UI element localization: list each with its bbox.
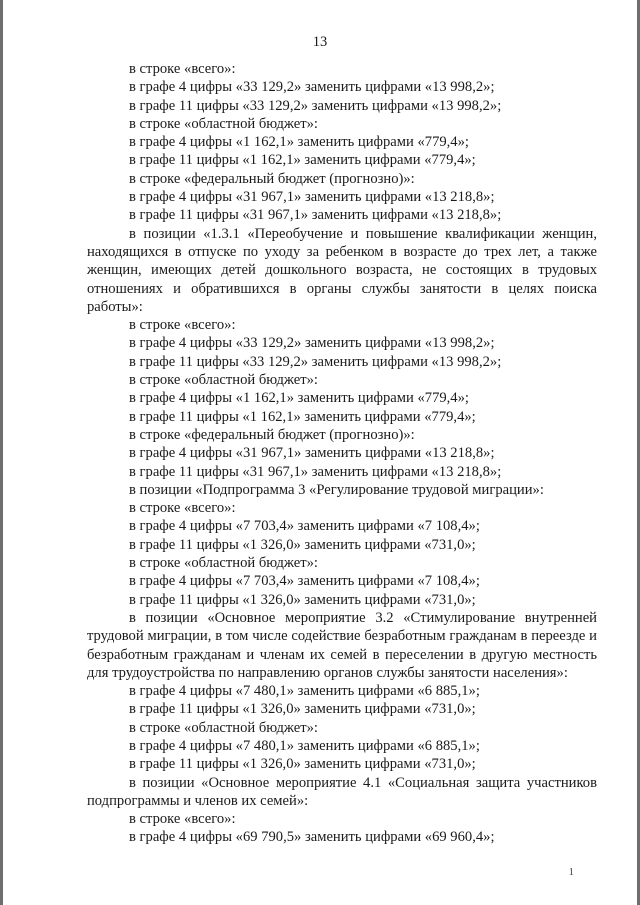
text-line: в графе 4 цифры «31 967,1» заменить цифрами «13 218,8»; [129,445,495,462]
page-number: 13 [312,34,328,50]
text-paragraph: в позиции «Основное мероприятие 3.2 «Стимулирование внутренней трудовой миграции, в том числе содействие безработным гражданам в переезде и безработным гражданам и членам их семей в переселении в другую местность для трудоустройства по направлению органов службы занятости населения»: [87,609,597,681]
text-line: в позиции «Подпрограмма 3 «Регулирование трудовой миграции»: [129,481,544,498]
text-line: в графе 11 цифры «1 326,0» заменить цифрами «731,0»; [129,536,476,553]
text-line: в графе 11 цифры «1 162,1» заменить цифрами «779,4»; [129,152,476,169]
text-line: в строке «всего»: [129,500,236,517]
text-line: в строке «областной бюджет»: [129,719,318,736]
text-line: в строке «федеральный бюджет (прогнозно)»: [129,426,415,443]
text-line: в строке «всего»: [129,317,236,334]
text-line: в графе 4 цифры «69 790,5» заменить цифрами «69 960,4»; [129,829,495,846]
scan-edge-left [0,0,3,905]
text-line: в графе 4 цифры «7 703,4» заменить цифрами «7 108,4»; [129,518,480,535]
text-line: в строке «федеральный бюджет (прогнозно)»: [129,170,415,187]
text-line: в графе 11 цифры «31 967,1» заменить цифрами «13 218,8»; [129,463,502,480]
footer-mark: 1 [568,866,574,878]
text-line: в графе 11 цифры «33 129,2» заменить цифрами «13 998,2»; [129,353,502,370]
text-line: в графе 4 цифры «7 480,1» заменить цифрами «6 885,1»; [129,737,480,754]
text-line: в графе 11 цифры «1 326,0» заменить цифрами «731,0»; [129,701,476,718]
text-line: в графе 11 цифры «33 129,2» заменить цифрами «13 998,2»; [129,97,502,114]
text-line: в графе 4 цифры «7 703,4» заменить цифрами «7 108,4»; [129,573,480,590]
text-line: в строке «областной бюджет»: [129,372,318,389]
text-line: в графе 4 цифры «1 162,1» заменить цифрами «779,4»; [129,134,469,151]
text-line: в строке «областной бюджет»: [129,115,318,132]
text-line: в графе 4 цифры «31 967,1» заменить цифрами «13 218,8»; [129,189,495,206]
text-line: в графе 4 цифры «7 480,1» заменить цифрами «6 885,1»; [129,683,480,700]
text-line: в графе 11 цифры «1 326,0» заменить цифрами «731,0»; [129,756,476,773]
text-line: в строке «областной бюджет»: [129,555,318,572]
text-line: в строке «всего»: [129,61,236,77]
text-paragraph: в позиции «Основное мероприятие 4.1 «Социальная защита участников подпрограммы и членов их семей»: [87,774,597,809]
text-line: в графе 4 цифры «33 129,2» заменить цифрами «13 998,2»; [129,335,495,352]
text-line: в графе 11 цифры «1 326,0» заменить цифрами «731,0»; [129,591,476,608]
text-paragraph: в позиции «1.3.1 «Переобучение и повышение квалификации женщин, находящихся в отпуске по уходу за ребенком в возрасте до трех лет, а также женщин, имеющих детей дошкольного возраста, не состоящих в трудовых отношениях и обратившихся в органы службы занятости в целях поиска работы»: [87,225,597,315]
text-line: в графе 4 цифры «1 162,1» заменить цифрами «779,4»; [129,390,469,407]
text-line: в строке «всего»: [129,811,236,828]
text-line: в графе 11 цифры «1 162,1» заменить цифрами «779,4»; [129,408,476,425]
document-body [87,60,597,847]
text-line: в графе 11 цифры «31 967,1» заменить цифрами «13 218,8»; [129,207,502,224]
text-line: в графе 4 цифры «33 129,2» заменить цифрами «13 998,2»; [129,79,495,96]
